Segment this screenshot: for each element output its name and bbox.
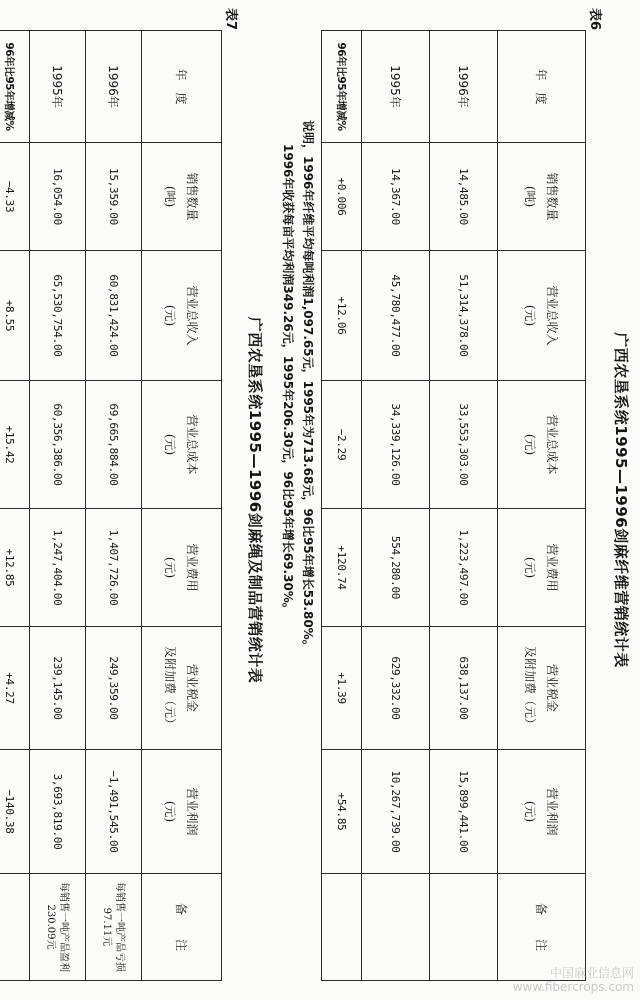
cell-note — [430, 874, 498, 981]
table7-header-revenue: 营业总收入 (元) — [142, 251, 222, 381]
cell-qty: +0.006 — [322, 143, 362, 251]
table6-header-profit: 营业利润 (元) — [498, 750, 586, 874]
table6-header-note: 备 注 — [498, 874, 586, 981]
table6-title: 广西农垦系统1995—1996剑麻纤维营销统计表 — [612, 332, 630, 668]
cell-year: 96年比95年增减% — [0, 31, 30, 143]
cell-profit: −1,491,545.00 — [86, 750, 142, 874]
cell-cost: −2.29 — [322, 381, 362, 509]
cell-year: 1995年 — [30, 31, 86, 143]
cell-year: 1996年 — [86, 31, 142, 143]
cell-expense: +12.85 — [0, 509, 30, 627]
cell-expense: 1,407,726.00 — [86, 509, 142, 627]
cell-cost: 34,339,126.00 — [362, 381, 430, 509]
cell-tax: 249,359.00 — [86, 627, 142, 750]
table7-header-year: 年 度 — [142, 31, 222, 143]
table7-header-row — [142, 31, 222, 981]
table7-header-qty: 销售数量 (吨) — [142, 143, 222, 251]
cell-tax: 629,332.00 — [362, 627, 430, 750]
cell-note — [0, 874, 30, 981]
cell-revenue: 60,831,424.00 — [86, 251, 142, 381]
cell-note — [322, 874, 362, 981]
table7-header-tax: 营业税金 及附加费（元） — [142, 627, 222, 750]
cell-note — [362, 874, 430, 981]
cell-year: 96年比95年增减% — [322, 31, 362, 143]
table7-label: 表7 — [223, 8, 238, 31]
cell-revenue: 65,530,754.00 — [30, 251, 86, 381]
cell-profit: −140.38 — [0, 750, 30, 874]
table6 — [321, 30, 586, 981]
table7-header-cost: 营业总成本 (元) — [142, 381, 222, 509]
table6-note-line: 说明，1996年纤维平均每吨利润1,097.65元，1995年为713.68元，96比95年增长53.80%。 — [301, 120, 315, 652]
cell-qty: 16,054.00 — [30, 143, 86, 251]
cell-revenue: 45,780,477.00 — [362, 251, 430, 381]
cell-expense: +120.74 — [322, 509, 362, 627]
watermark — [513, 966, 634, 994]
table7-header-profit: 营业利润 (元) — [142, 750, 222, 874]
cell-profit: +54.85 — [322, 750, 362, 874]
table-row — [362, 31, 430, 981]
cell-profit: 10,267,739.00 — [362, 750, 430, 874]
table6-label: 表6 — [587, 8, 602, 31]
table-row-change — [0, 31, 30, 981]
cell-tax: 638,137.00 — [430, 627, 498, 750]
table7-title: 广西农垦系统1995—1996剑麻绳及制品营销统计表 — [246, 316, 264, 684]
cell-cost: 33,553,303.00 — [430, 381, 498, 509]
table6-header-tax: 营业税金 及附加费（元） — [498, 627, 586, 750]
table6-notes — [278, 120, 318, 652]
table6-header-row — [498, 31, 586, 981]
cell-note: 每销售一吨产品亏损97.11元 — [86, 874, 142, 981]
table-row-change — [322, 31, 362, 981]
table7-header-note: 备 注 — [142, 874, 222, 981]
cell-year: 1996年 — [430, 31, 498, 143]
cell-qty: 14,367.00 — [362, 143, 430, 251]
table-row — [86, 31, 142, 981]
table-row — [430, 31, 498, 981]
cell-qty: 15,359.00 — [86, 143, 142, 251]
cell-tax: +4.27 — [0, 627, 30, 750]
table6-header-cost: 营业总成本 (元) — [498, 381, 586, 509]
cell-tax: 239,145.00 — [30, 627, 86, 750]
cell-cost: 69,665,884.00 — [86, 381, 142, 509]
cell-cost: +15.42 — [0, 381, 30, 509]
cell-qty: 14,485.00 — [430, 143, 498, 251]
table-row — [30, 31, 86, 981]
cell-note: 每销售一吨产品盈利230.09元 — [30, 874, 86, 981]
cell-qty: −4.33 — [0, 143, 30, 251]
table6-note-line: 1996年收获每亩平均利润349.26元，1995年206.30元，96比95年增长69.30%。 — [281, 144, 295, 615]
cell-expense: 1,223,497.00 — [430, 509, 498, 627]
cell-expense: 554,280.00 — [362, 509, 430, 627]
cell-cost: 60,356,386.00 — [30, 381, 86, 509]
cell-profit: 15,899,441.00 — [430, 750, 498, 874]
cell-year: 1995年 — [362, 31, 430, 143]
table6-header-qty: 销售数量 (吨) — [498, 143, 586, 251]
cell-revenue: +12.06 — [322, 251, 362, 381]
watermark-line: 中国麻业信息网 — [549, 966, 634, 980]
watermark-line: www.fibercrops.com — [512, 980, 634, 994]
table6-header-revenue: 营业总收入 (元) — [498, 251, 586, 381]
table6-header-year: 年 度 — [498, 31, 586, 143]
table7-header-expense: 营业费用 (元) — [142, 509, 222, 627]
cell-profit: 3,693,819.00 — [30, 750, 86, 874]
cell-expense: 1,247,404.00 — [30, 509, 86, 627]
cell-revenue: +8.55 — [0, 251, 30, 381]
cell-revenue: 51,314,378.00 — [430, 251, 498, 381]
table7 — [0, 30, 222, 981]
cell-tax: +1.39 — [322, 627, 362, 750]
table6-header-expense: 营业费用 (元) — [498, 509, 586, 627]
